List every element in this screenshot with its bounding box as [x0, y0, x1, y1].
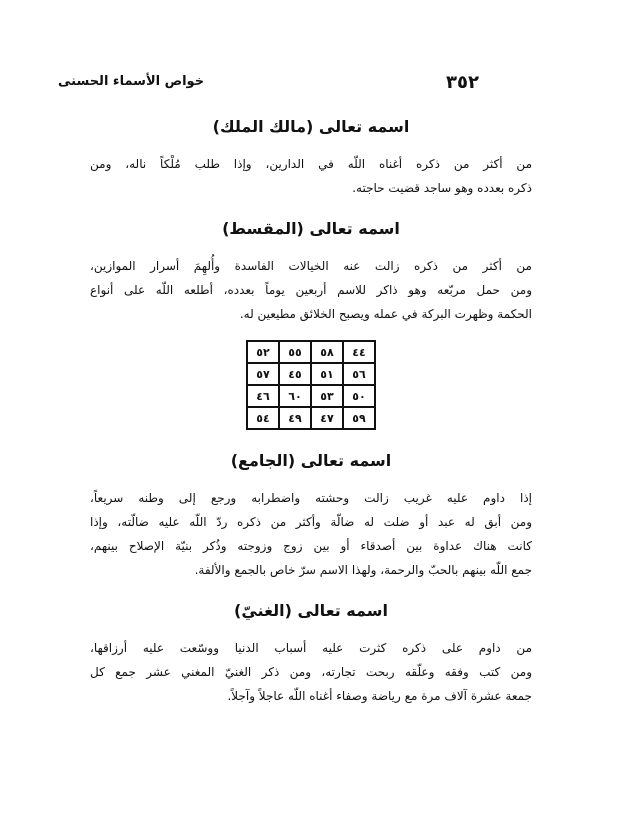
running-header [48, 72, 571, 96]
paragraph-line: ذكره بعدده وهو ساجد قضيت حاجته. [352, 181, 532, 195]
section-paragraph [90, 486, 532, 582]
section-paragraph [90, 152, 532, 200]
table-cell: ٥٧ [247, 363, 279, 385]
table-cell: ٦٠ [279, 385, 311, 407]
table-cell: ٥٥ [279, 341, 311, 363]
table-cell: ٤٥ [279, 363, 311, 385]
table-cell: ٥٤ [247, 407, 279, 429]
table-cell: ٤٩ [279, 407, 311, 429]
table-row [247, 385, 375, 407]
magic-square-table [246, 340, 376, 430]
table-cell: ٥٢ [247, 341, 279, 363]
table-cell: ٥٠ [343, 385, 375, 407]
section-heading: اسمه تعالى (الغنيّ) [234, 601, 388, 620]
table-cell: ٤٤ [343, 341, 375, 363]
section-heading: اسمه تعالى (الجامع) [230, 451, 392, 470]
paragraph-line: من داوم على ذكره كثرت عليه أسباب الدنيا ووسّعت عليه أرزاقها، [90, 641, 532, 655]
section-heading: اسمه تعالى (مالك الملك) [212, 117, 410, 136]
paragraph-line: كانت هناك عداوة بين أصدقاء أو بين زوج وزوجته وذُكر بنيّة الإصلاح بينهم، [90, 539, 532, 553]
section-paragraph [90, 254, 532, 326]
paragraph-line: جمع اللّه بينهم بالحبّ والرحمة، ولهذا الاسم سرّ خاص بالجمع والألفة. [194, 563, 532, 577]
paragraph-line: ومن أبق له عبد أو ضلت له ضالّة وأكثر من ذكره ردّ اللّه عليه ضالّته، وإذا [90, 515, 532, 529]
paragraph-line: ومن حمل مربّعه وهو ذاكر للاسم أربعين يوماً بعدده، أطلعه اللّه على أنواع [90, 283, 532, 297]
paragraph-line: ومن كتب وفقه وعلّقه ربحت تجارته، ومن ذكر الغنيّ المغني عشر جمع كل [90, 665, 532, 679]
page-content [90, 112, 532, 708]
book-title: خواص الأسماء الحسنى [58, 74, 205, 89]
table-cell: ٤٦ [247, 385, 279, 407]
section-heading: اسمه تعالى (المقسط) [222, 219, 400, 238]
table-cell: ٥٣ [311, 385, 343, 407]
table-row [247, 363, 375, 385]
table-cell: ٥١ [311, 363, 343, 385]
paragraph-line: من أكثر من ذكره زالت عنه الخيالات الفاسدة وأُلهِمَ أسرار الموازين، [90, 259, 532, 273]
paragraph-line: الحكمة وظهرت البركة في عمله ويصبح الخلائق مطيعين له. [239, 307, 532, 321]
table-cell: ٥٩ [343, 407, 375, 429]
page-number: ٣٥٢ [446, 72, 479, 93]
paragraph-line: إذا داوم عليه غريب زالت وحشته واضطرابه ورجع إلى وطنه سريعاً، [90, 491, 532, 505]
section-paragraph [90, 636, 532, 708]
paragraph-line: من أكثر من ذكره أغناه اللّه في الدارين، وإذا طلب مُلْكاً ناله، ومن [90, 157, 532, 171]
table-cell: ٥٨ [311, 341, 343, 363]
table-cell: ٤٧ [311, 407, 343, 429]
table-row [247, 341, 375, 363]
table-row [247, 407, 375, 429]
paragraph-line: جمعة عشرة آلاف مرة مع رياضة وصفاء أغناه اللّه عاجلاً وآجلاً. [227, 689, 532, 703]
table-cell: ٥٦ [343, 363, 375, 385]
